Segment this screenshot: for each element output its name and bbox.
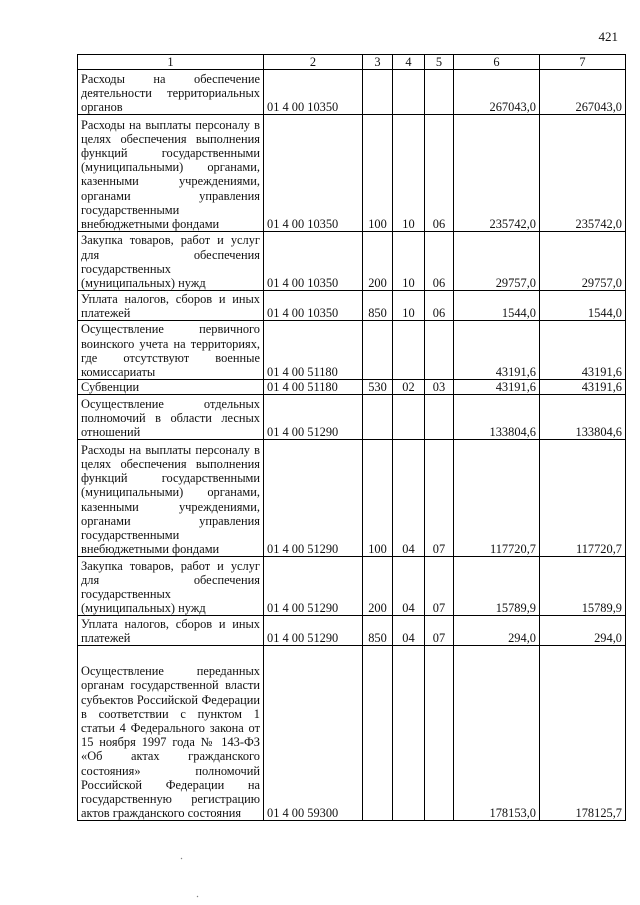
row-name-cell: Расходы на выплаты персоналу в целях обеспечения выполнения функций государственными (муниципальными) органами, казенными учреждениями, органами управления государственными внебюджетными фондами bbox=[78, 440, 264, 557]
row-col3-cell: 850 bbox=[363, 616, 393, 646]
row-code-cell: 01 4 00 51290 bbox=[264, 440, 363, 557]
row-col5-cell: 06 bbox=[425, 291, 454, 321]
row-col7-cell: 43191,6 bbox=[540, 380, 626, 395]
table-row bbox=[78, 291, 626, 321]
header-row bbox=[78, 55, 626, 70]
table-row bbox=[78, 115, 626, 232]
header-col-3: 3 bbox=[363, 55, 393, 70]
header-col-7: 7 bbox=[540, 55, 626, 70]
row-col4-cell bbox=[393, 395, 425, 440]
row-code-cell: 01 4 00 10350 bbox=[264, 232, 363, 291]
row-col4-cell bbox=[393, 321, 425, 380]
row-col7-cell: 43191,6 bbox=[540, 321, 626, 380]
row-col3-cell: 200 bbox=[363, 232, 393, 291]
row-name-cell: Закупка товаров, работ и услуг для обеспечения государственных (муниципальных) нужд bbox=[78, 557, 264, 616]
row-col5-cell: 06 bbox=[425, 232, 454, 291]
row-col6-cell: 267043,0 bbox=[454, 70, 540, 115]
row-col7-cell: 178125,7 bbox=[540, 646, 626, 821]
row-col3-cell bbox=[363, 646, 393, 821]
table-row bbox=[78, 380, 626, 395]
row-col3-cell: 100 bbox=[363, 115, 393, 232]
row-col4-cell: 04 bbox=[393, 440, 425, 557]
row-col7-cell: 117720,7 bbox=[540, 440, 626, 557]
row-col7-cell: 133804,6 bbox=[540, 395, 626, 440]
row-col3-cell: 530 bbox=[363, 380, 393, 395]
table-row bbox=[78, 70, 626, 115]
row-col7-cell: 235742,0 bbox=[540, 115, 626, 232]
row-col5-cell bbox=[425, 395, 454, 440]
page-number: 421 bbox=[598, 29, 618, 44]
table-row bbox=[78, 616, 626, 646]
row-col5-cell: 07 bbox=[425, 557, 454, 616]
row-name-cell: Осуществление переданных органам государственной власти субъектов Российской Федерации в соответствии с пунктом 1 статьи 4 Федерального закона от 15 ноября 1997 года № 143-ФЗ «Об актах гражданского состояния» полномочий Российской Федерации на государственную регистрацию актов гражданского состояния bbox=[78, 646, 264, 821]
row-col6-cell: 43191,6 bbox=[454, 380, 540, 395]
row-col4-cell: 04 bbox=[393, 616, 425, 646]
row-col3-cell bbox=[363, 321, 393, 380]
row-col6-cell: 1544,0 bbox=[454, 291, 540, 321]
row-code-cell: 01 4 00 10350 bbox=[264, 115, 363, 232]
row-col3-cell: 850 bbox=[363, 291, 393, 321]
table-row bbox=[78, 440, 626, 557]
row-code-cell: 01 4 00 51290 bbox=[264, 616, 363, 646]
row-col4-cell: 10 bbox=[393, 291, 425, 321]
row-col7-cell: 294,0 bbox=[540, 616, 626, 646]
header-col-4: 4 bbox=[393, 55, 425, 70]
row-col3-cell bbox=[363, 395, 393, 440]
row-col7-cell: 29757,0 bbox=[540, 232, 626, 291]
scan-speck bbox=[197, 896, 198, 897]
row-code-cell: 01 4 00 10350 bbox=[264, 70, 363, 115]
row-col7-cell: 267043,0 bbox=[540, 70, 626, 115]
row-name-cell: Осуществление первичного воинского учета на территориях, где отсутствуют военные комиссариаты bbox=[78, 321, 264, 380]
row-col5-cell: 06 bbox=[425, 115, 454, 232]
row-code-cell: 01 4 00 59300 bbox=[264, 646, 363, 821]
row-col7-cell: 15789,9 bbox=[540, 557, 626, 616]
row-col6-cell: 29757,0 bbox=[454, 232, 540, 291]
row-col6-cell: 178153,0 bbox=[454, 646, 540, 821]
row-name-cell: Расходы на выплаты персоналу в целях обеспечения выполнения функций государственными (муниципальными) органами, казенными учреждениями, органами управления государственными внебюджетными фондами bbox=[78, 115, 264, 232]
row-col6-cell: 235742,0 bbox=[454, 115, 540, 232]
row-col4-cell bbox=[393, 70, 425, 115]
header-col-1: 1 bbox=[78, 55, 264, 70]
header-col-5: 5 bbox=[425, 55, 454, 70]
table-row bbox=[78, 232, 626, 291]
row-col6-cell: 43191,6 bbox=[454, 321, 540, 380]
row-col5-cell bbox=[425, 646, 454, 821]
row-col5-cell bbox=[425, 321, 454, 380]
row-col6-cell: 15789,9 bbox=[454, 557, 540, 616]
row-col6-cell: 133804,6 bbox=[454, 395, 540, 440]
row-col4-cell: 10 bbox=[393, 115, 425, 232]
row-col4-cell bbox=[393, 646, 425, 821]
header-col-2: 2 bbox=[264, 55, 363, 70]
scan-speck bbox=[181, 858, 182, 859]
row-col5-cell: 03 bbox=[425, 380, 454, 395]
table-row bbox=[78, 395, 626, 440]
table-row bbox=[78, 321, 626, 380]
row-code-cell: 01 4 00 51290 bbox=[264, 557, 363, 616]
row-col6-cell: 294,0 bbox=[454, 616, 540, 646]
row-col3-cell: 200 bbox=[363, 557, 393, 616]
budget-table bbox=[77, 54, 626, 821]
row-col5-cell bbox=[425, 70, 454, 115]
row-col5-cell: 07 bbox=[425, 616, 454, 646]
row-code-cell: 01 4 00 51180 bbox=[264, 321, 363, 380]
row-col7-cell: 1544,0 bbox=[540, 291, 626, 321]
table-row bbox=[78, 646, 626, 821]
row-code-cell: 01 4 00 51290 bbox=[264, 395, 363, 440]
row-col4-cell: 04 bbox=[393, 557, 425, 616]
row-col4-cell: 10 bbox=[393, 232, 425, 291]
row-col3-cell: 100 bbox=[363, 440, 393, 557]
row-col4-cell: 02 bbox=[393, 380, 425, 395]
table-row bbox=[78, 557, 626, 616]
row-code-cell: 01 4 00 51180 bbox=[264, 380, 363, 395]
row-col5-cell: 07 bbox=[425, 440, 454, 557]
row-name-cell: Осуществление отдельных полномочий в области лесных отношений bbox=[78, 395, 264, 440]
row-col6-cell: 117720,7 bbox=[454, 440, 540, 557]
row-col3-cell bbox=[363, 70, 393, 115]
row-name-cell: Расходы на обеспечение деятельности территориальных органов bbox=[78, 70, 264, 115]
header-col-6: 6 bbox=[454, 55, 540, 70]
row-name-cell: Субвенции bbox=[78, 380, 264, 395]
row-code-cell: 01 4 00 10350 bbox=[264, 291, 363, 321]
row-name-cell: Закупка товаров, работ и услуг для обеспечения государственных (муниципальных) нужд bbox=[78, 232, 264, 291]
row-name-cell: Уплата налогов, сборов и иных платежей bbox=[78, 291, 264, 321]
row-name-cell: Уплата налогов, сборов и иных платежей bbox=[78, 616, 264, 646]
